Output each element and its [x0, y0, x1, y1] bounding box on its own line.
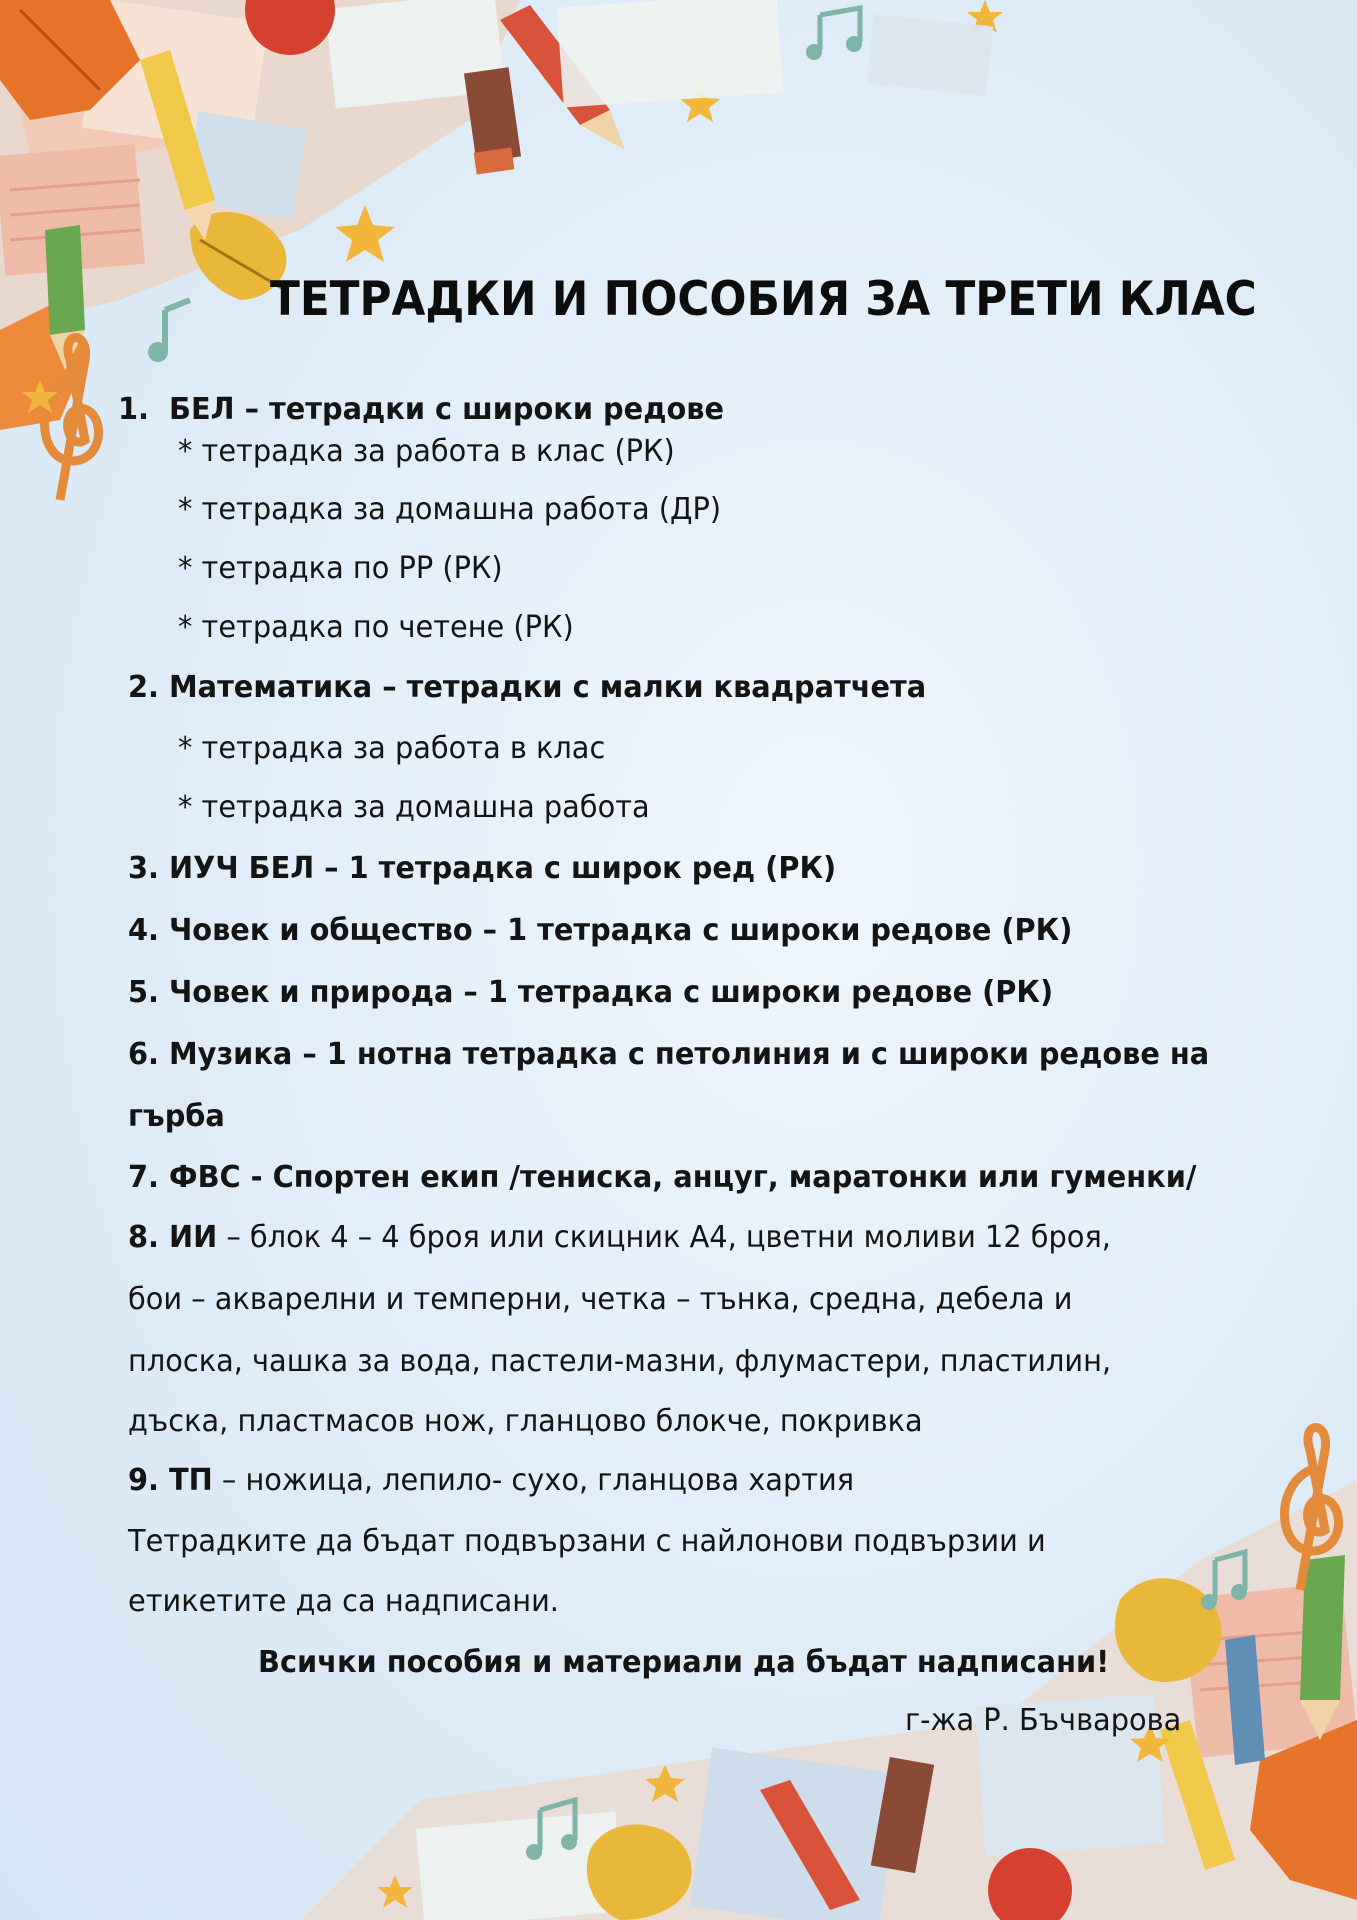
signature: г-жа Р. Бъчварова — [905, 1703, 1182, 1738]
item-8-line-3: плоска, чашка за вода, пастели-мазни, флумастери, пластилин, — [128, 1344, 1112, 1379]
page-title: ТЕТРАДКИ И ПОСОБИЯ ЗА ТРЕТИ КЛАС — [270, 272, 1257, 327]
item-1-text: БЕЛ – тетрадки с широки редове — [169, 392, 725, 427]
item-9-label: 9. ТП — [128, 1463, 213, 1498]
marker-brown-top — [464, 67, 521, 174]
item-1-sub-3: * тетрадка по РР (РК) — [178, 551, 503, 586]
item-1-heading — [118, 392, 724, 427]
item-6-line-2: гърба — [128, 1099, 225, 1134]
reminder: Всички пособия и материали да бъдат надписани! — [258, 1645, 1110, 1680]
star-1 — [335, 205, 395, 262]
item-1-sub-1: * тетрадка за работа в клас (РК) — [178, 434, 675, 469]
item-2-heading — [128, 670, 926, 705]
item-2-number: 2. — [128, 670, 159, 705]
item-5: 5. Човек и природа – 1 тетрадка с широки редове (РК) — [128, 975, 1054, 1010]
item-9 — [128, 1463, 854, 1498]
item-4: 4. Човек и общество – 1 тетрадка с широки редове (РК) — [128, 913, 1073, 948]
item-8-text: – блок 4 – 4 броя или скицник А4, цветни моливи 12 броя, — [217, 1220, 1111, 1255]
music-note-top-right — [806, 8, 862, 60]
item-2-sub-2: * тетрадка за домашна работа — [178, 790, 650, 825]
item-8-line-4: дъска, пластмасов нож, гланцово блокче, покривка — [128, 1404, 923, 1439]
top-right-papers — [557, 0, 994, 108]
note-line-2: етикетите да са надписани. — [128, 1584, 559, 1619]
item-8-line-1 — [128, 1220, 1111, 1255]
item-2-text: Математика – тетрадки с малки квадратчета — [169, 670, 927, 705]
item-2-sub-1: * тетрадка за работа в клас — [178, 731, 606, 766]
item-8-label: 8. ИИ — [128, 1220, 218, 1255]
item-1-sub-2: * тетрадка за домашна работа (ДР) — [178, 492, 722, 527]
item-6-line-1: 6. Музика – 1 нотна тетрадка с петолиния и с широки редове на — [128, 1037, 1210, 1072]
item-9-text: – ножица, лепило- сухо, гланцова хартия — [212, 1463, 855, 1498]
item-3: 3. ИУЧ БЕЛ – 1 тетрадка с широк ред (РК) — [128, 851, 837, 886]
music-note-top — [148, 300, 190, 362]
item-7: 7. ФВС - Спортен екип /тениска, анцуг, маратонки или гуменки/ — [128, 1160, 1197, 1195]
item-1-sub-4: * тетрадка по четене (РК) — [178, 610, 574, 645]
note-line-1: Тетрадките да бъдат подвързани с найлонови подвързии и — [128, 1524, 1046, 1559]
item-1-number: 1. — [118, 392, 149, 427]
item-8-line-2: бои – акварелни и темперни, четка – тънка, средна, дебела и — [128, 1282, 1073, 1317]
